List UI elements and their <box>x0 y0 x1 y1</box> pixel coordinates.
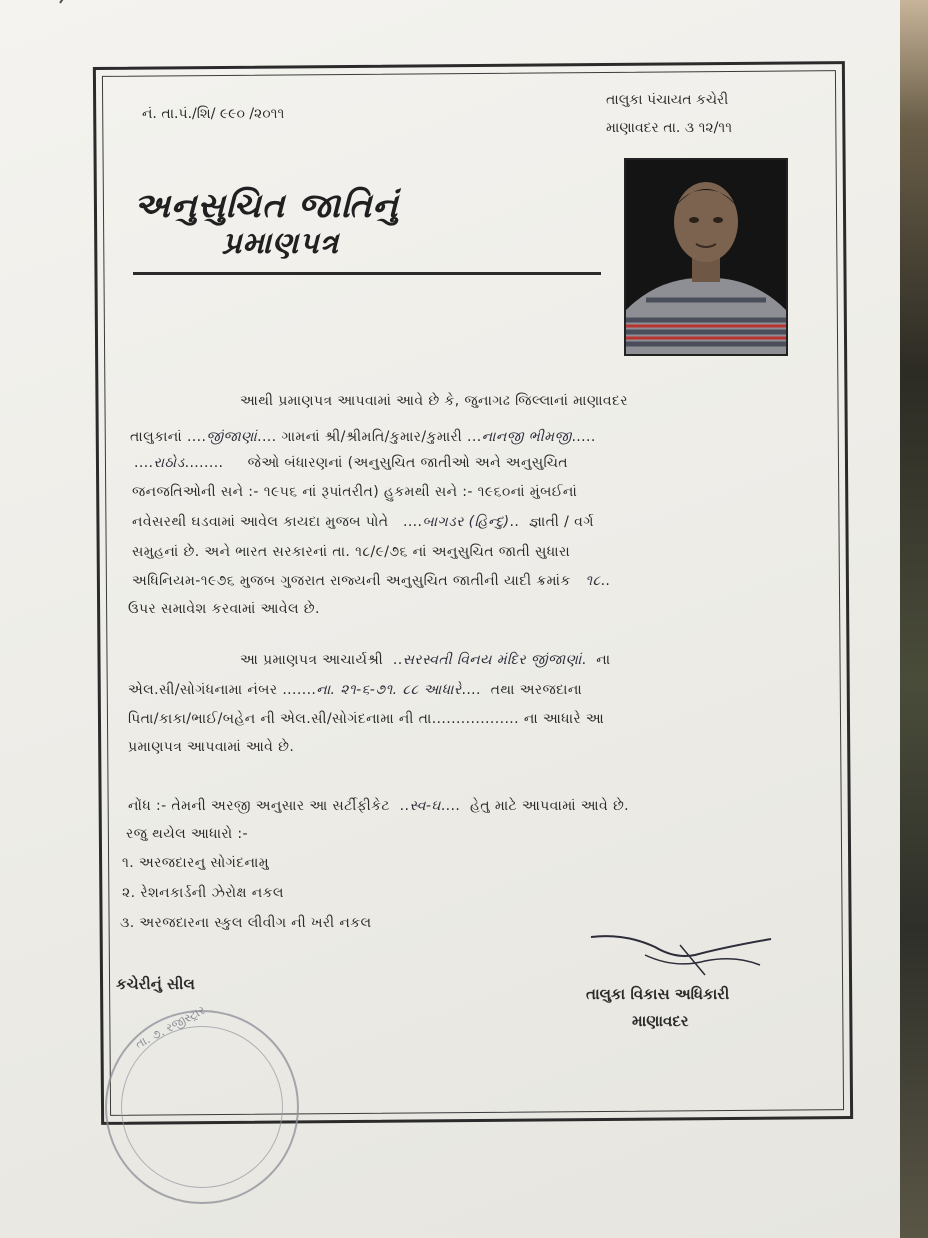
paper-crease <box>59 0 73 4</box>
text-segment: આ પ્રમાણપત્ર આચાર્યશ્રી <box>240 652 384 668</box>
document-item: ૩. અરજદારના સ્કુલ લીવીગ ની ખરી નકલ <box>120 915 372 931</box>
stamp-text: તા. ૭. રજીસ્ટ્રાર <box>132 1002 208 1052</box>
body-line: ઉપર સમાવેશ કરવામાં આવેલ છે. <box>128 601 320 617</box>
text-segment: નવેસરથી ઘડવામાં આવેલ કાયદા મુજબ પોતે <box>132 514 389 530</box>
office-place-date: માણાવદર તા. ૩ ૧૨/૧૧ <box>606 120 733 136</box>
list-serial-number: ૧૮ <box>585 573 601 589</box>
applicant-photo <box>624 158 788 356</box>
note-line: નોંધ :- તેમની અરજી અનુસાર આ સર્ટીફીકેટ ..સ્વ-ઘ.... હેતુ માટે આપવામાં આવે છે. <box>128 798 630 814</box>
body-line: તાલુકાનાં ....જીંજાણાં.... ગામનાં શ્રી/શ્રીમતિ/કુમાર/કુમારી ...નાનજી ભીમજી..... <box>130 429 596 445</box>
text-segment: તાલુકાનાં <box>130 429 183 445</box>
text-segment: એલ.સી/સોગંધનામા નંબર <box>128 682 278 698</box>
body-line: પિતા/કાકા/ભાઈ/બહેન ની એલ.સી/સોગંદનામા ની તા.................. ના આધારે આ <box>128 711 605 727</box>
reference-number: નં. તા.પં./શિ/ ૯૯૦ /૨૦૧૧ <box>142 106 285 122</box>
officer-signature <box>585 925 785 985</box>
document-item: ૧. અરજદારનુ સોગંદનામુ <box>122 855 270 871</box>
text-segment: નોંધ :- તેમની અરજી અનુસાર આ સર્ટીફીકેટ <box>128 798 390 814</box>
body-line: આ પ્રમાણપત્ર આચાર્યશ્રી ..સરસ્વતી વિનય મંદિર જીંજાણાં. ના <box>240 652 611 668</box>
documents-heading: રજુ થયેલ આધારો :- <box>126 826 248 842</box>
body-line: એલ.સી/સોગંધનામા નંબર .......ના. ૨૧-૬-૭૧. ૮૮ આધારે.... તથા અરજદાના <box>128 682 583 698</box>
text-segment: ગામનાં શ્રી/શ્રીમતિ/કુમાર/કુમારી <box>281 429 463 445</box>
applicant-surname: રાઠોડ <box>153 455 185 471</box>
lc-reference: ના. ૨૧-૬-૭૧. ૮૮ આધારે <box>316 682 462 698</box>
officer-place: માણાવદર <box>632 1012 689 1030</box>
body-line: પ્રમાણપત્ર આપવામાં આવે છે. <box>128 739 295 755</box>
text-segment: ના <box>596 652 611 668</box>
document-item: ૨. રેશનકાર્ડની ઝેરોક્ષ નકલ <box>122 885 284 901</box>
office-name: તાલુકા પંચાયત કચેરી <box>606 92 729 108</box>
body-line: આથી પ્રમાણપત્ર આપવામાં આવે છે કે, જુનાગઢ જિલ્લાનાં માણાવદર <box>240 393 628 409</box>
body-line: ....રાઠોડ........ જેઓ બંધારણનાં (અનુસુચિત જાતીઓ અને અનુસુચિત <box>134 455 568 471</box>
title-underline <box>133 272 601 275</box>
body-line: જનજતિઓની સને :- ૧૯૫૬ નાં રૂપાંતરીત) હુકમથી સને :- ૧૯૬૦નાં મુંબઈનાં <box>132 484 578 500</box>
text-segment: હેતુ માટે આપવામાં આવે છે. <box>469 798 630 814</box>
certificate-title-line2: પ્રમાણપત્ર <box>222 226 340 261</box>
text-segment: જ્ઞાતી / વર્ગ <box>528 514 594 530</box>
text-segment: તથા અરજદાના <box>490 682 583 698</box>
certificate-title-line1: અનુસુચિત જાતિનું <box>134 186 399 226</box>
certificate-purpose: સ્વ-ઘ <box>409 798 441 814</box>
text-segment: અધિનિયમ-૧૯૭૬ મુજબ ગુજરાત રાજ્યની અનુસુચિત જાતીની યાદી ક્રમાંક <box>132 573 571 589</box>
text-segment: જેઓ બંધારણનાં (અનુસુચિત જાતીઓ અને અનુસુચિત <box>247 455 568 471</box>
body-line: નવેસરથી ઘડવામાં આવેલ કાયદા મુજબ પોતે ....બાગડર (હિન્દુ).. જ્ઞાતી / વર્ગ <box>132 514 594 530</box>
office-seal-label: કચેરીનું સીલ <box>116 975 195 993</box>
caste-name: બાગડર (હિન્દુ) <box>422 514 510 530</box>
body-line: સમુહનાં છે. અને ભારત સરકારનાં તા. ૧૮/૯/૭૬ નાં અનુસુચિત જાતી સુધારા <box>132 544 571 560</box>
village-name: જીંજાણાં <box>206 429 258 445</box>
stamp-inner-ring <box>121 1026 283 1188</box>
body-line: અધિનિયમ-૧૯૭૬ મુજબ ગુજરાત રાજ્યની અનુસુચિત જાતીની યાદી ક્રમાંક ૧૮.. <box>132 573 611 589</box>
officer-title: તાલુકા વિકાસ અધિકારી <box>586 985 730 1003</box>
school-name: સરસ્વતી વિનય મંદિર જીંજાણાં <box>402 652 582 668</box>
applicant-name: નાનજી ભીમજી <box>481 429 572 445</box>
